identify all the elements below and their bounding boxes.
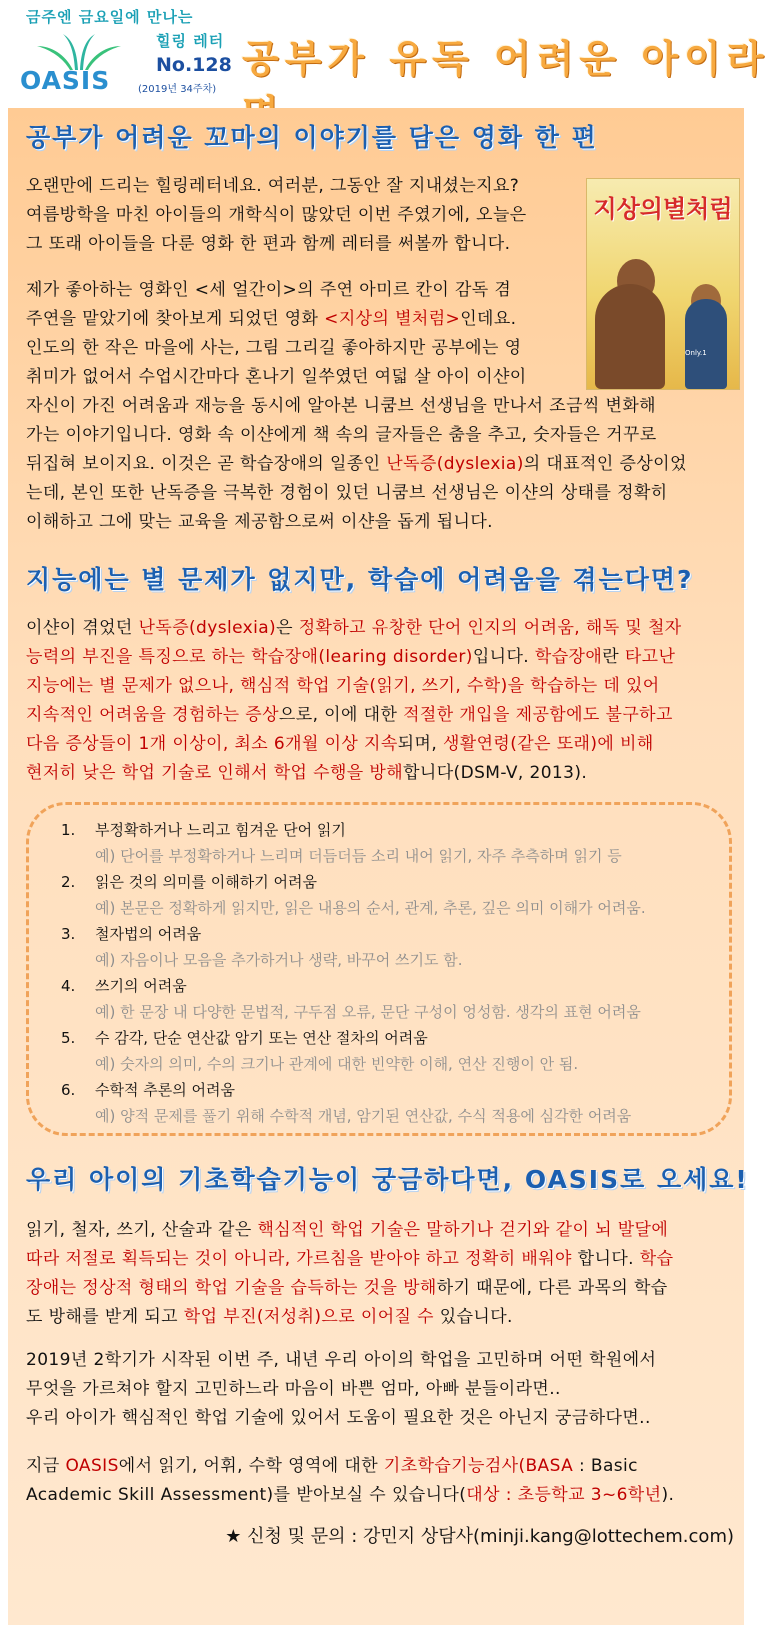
- symptom-list: [26, 802, 732, 1136]
- poster-tagline: Only.1: [685, 349, 707, 357]
- text-line: 제가 좋아하는 영화인 <세 얼간이>의 주연 아미르 칸이 감독 겸: [26, 280, 512, 300]
- text-line: 는데, 본인 또한 난독증을 극복한 경험이 있던 니쿰브 선생님은 이샨의 상태를 정확히: [26, 483, 668, 503]
- logo-wordmark: OASIS: [20, 66, 111, 95]
- issue-week: (2019년 34주차): [138, 84, 217, 95]
- text-line: 지금 OASIS에서 읽기, 어휘, 수학 영역에 대한 기초학습기능검사(BASA : Basic: [26, 1456, 638, 1476]
- logo-subtitle: 힐링 레터: [156, 32, 225, 50]
- dyslexia-highlight: 난독증(dyslexia): [386, 454, 524, 474]
- text-line: 인도의 한 작은 마을에 사는, 그림 그리길 좋아하지만 공부에는 영: [26, 338, 522, 358]
- text-line: 2019년 2학기가 시작된 이번 주, 내년 우리 아이의 학업을 고민하며 어떤 학원에서: [26, 1350, 657, 1370]
- text-line: 지능에는 별 문제가 없으나, 핵심적 학업 기술(읽기, 쓰기, 수학)을 학습하는 데 있어: [26, 676, 660, 696]
- poster-title: 지상의별처럼: [593, 195, 733, 223]
- section1-heading: 공부가 어려운 꼬마의 이야기를 담은 영화 한 편: [26, 123, 598, 152]
- contact-info: ★ 신청 및 문의 : 강민지 상담사(minji.kang@lottechem.com): [225, 1526, 734, 1547]
- list-item: 5. 수 감각, 단순 연산값 암기 또는 연산 절차의 어려움: [61, 1029, 428, 1047]
- text-line: 무엇을 가르쳐야 할지 고민하느라 마음이 바쁜 엄마, 아빠 분들이라면..: [26, 1379, 561, 1399]
- section3-heading: 우리 아이의 기초학습기능이 궁금하다면, OASIS로 오세요!: [26, 1165, 749, 1194]
- list-item: 1. 부정확하거나 느리고 힘겨운 단어 읽기: [61, 821, 346, 839]
- text-line: 읽기, 철자, 쓰기, 산술과 같은 핵심적인 학업 기술은 말하기나 걷기와 같이 뇌 발달에: [26, 1220, 669, 1240]
- list-item: 6. 수학적 추론의 어려움: [61, 1081, 235, 1099]
- text-line: 이해하고 그에 맞는 교육을 제공함으로써 이샨을 돕게 됩니다.: [26, 512, 493, 532]
- issue-number: No.128: [156, 54, 232, 76]
- letter-body: [8, 108, 749, 1625]
- section2-heading: 지능에는 별 문제가 없지만, 학습에 어려움을 겪는다면?: [26, 565, 694, 594]
- text-line: 그 또래 아이들을 다룬 영화 한 편과 함께 레터를 써볼까 합니다.: [26, 234, 511, 254]
- text-line: 가는 이야기입니다. 영화 속 이샨에게 책 속의 글자들은 춤을 추고, 숫자들은 거꾸로: [26, 425, 657, 445]
- section1-story: [26, 276, 738, 537]
- text-line: 장애는 정상적 형태의 학업 기술을 습득하는 것을 방해하기 때문에, 다른 과목의 학습: [26, 1278, 668, 1298]
- text-line: 자신이 가진 어려움과 재능을 동시에 알아본 니쿰브 선생님을 만나서 조금씩 변화해: [26, 396, 656, 416]
- text-line: 현저히 낮은 학업 기술로 인해서 학업 수행을 방해합니다(DSM-V, 2013).: [26, 763, 588, 783]
- list-item: 3. 철자법의 어려움: [61, 925, 202, 943]
- list-example: 예) 본문은 정확하게 읽지만, 읽은 내용의 순서, 관계, 추론, 깊은 의미 이해가 어려움.: [95, 899, 646, 917]
- oasis-logo: [8, 2, 243, 107]
- list-example: 예) 단어를 부정확하거나 느리며 더듬더듬 소리 내어 읽기, 자주 추측하며 읽기 등: [95, 847, 622, 865]
- text-line: 여름방학을 마친 아이들의 개학식이 많았던 이번 주였기에, 오늘은: [26, 205, 527, 225]
- section3-offer: [26, 1452, 738, 1510]
- text-line: 뒤집혀 보이지요. 이것은 곧 학습장애의 일종인 난독증(dyslexia)의 대표적인 증상이었: [26, 454, 687, 474]
- section3-invitation: [26, 1346, 738, 1433]
- list-item: 2. 읽은 것의 의미를 이해하기 어려움: [61, 873, 317, 891]
- list-item: 4. 쓰기의 어려움: [61, 977, 187, 995]
- logo-tagline: 금주엔 금요일에 만나는: [26, 8, 194, 26]
- header: [0, 0, 784, 110]
- text-line: Academic Skill Assessment)를 받아보실 수 있습니다(대상 : 초등학교 3~6학년).: [26, 1485, 675, 1505]
- section3-explanation: [26, 1216, 738, 1332]
- text-line: 주연을 맡았기에 찾아보게 되었던 영화 <지상의 별처럼>인데요.: [26, 309, 517, 329]
- text-line: 다음 증상들이 1개 이상이, 최소 6개월 이상 지속되며, 생활연령(같은 또래)에 비해: [26, 734, 654, 754]
- list-example: 예) 양적 문제를 풀기 위해 수학적 개념, 암기된 연산값, 수식 적용에 심각한 어려움: [95, 1107, 632, 1125]
- text-line: 따라 저절로 획득되는 것이 아니라, 가르침을 받아야 하고 정확히 배워야 합니다. 학습: [26, 1249, 674, 1269]
- text-line: 오랜만에 드리는 힐링레터네요. 여러분, 그동안 잘 지내셨는지요?: [26, 176, 520, 196]
- text-line: 취미가 없어서 수업시간마다 혼나기 일쑤였던 여덟 살 아이 이샨이: [26, 367, 527, 387]
- text-line: 우리 아이가 핵심적인 학업 기술에 있어서 도움이 필요한 것은 아닌지 궁금하다면..: [26, 1408, 651, 1428]
- list-example: 예) 자음이나 모음을 추가하거나 생략, 바꾸어 쓰기도 함.: [95, 951, 463, 969]
- text-line: 능력의 부진을 특징으로 하는 학습장애(learing disorder)입니다. 학습장애란 타고난: [26, 647, 676, 667]
- list-example: 예) 한 문장 내 다양한 문법적, 구두점 오류, 문단 구성이 엉성함. 생각의 표현 어려움: [95, 1003, 641, 1021]
- text-line: 도 방해를 받게 되고 학업 부진(저성취)으로 이어질 수 있습니다.: [26, 1307, 513, 1327]
- list-example: 예) 숫자의 의미, 수의 크기나 관계에 대한 빈약한 이해, 연산 진행이 안 됨.: [95, 1055, 579, 1073]
- movie-title-highlight: <지상의 별처럼>: [324, 309, 461, 329]
- section1-intro: [26, 172, 574, 259]
- section2-definition: [26, 614, 738, 788]
- text-line: 이샨이 겪었던 난독증(dyslexia)은 정확하고 유창한 단어 인지의 어려움, 해독 및 철자: [26, 618, 682, 638]
- text-line: 지속적인 어려움을 경험하는 증상으로, 이에 대한 적절한 개입을 제공함에도 불구하고: [26, 705, 673, 725]
- page-title: 공부가 유독 어려운 아이라: [242, 37, 770, 81]
